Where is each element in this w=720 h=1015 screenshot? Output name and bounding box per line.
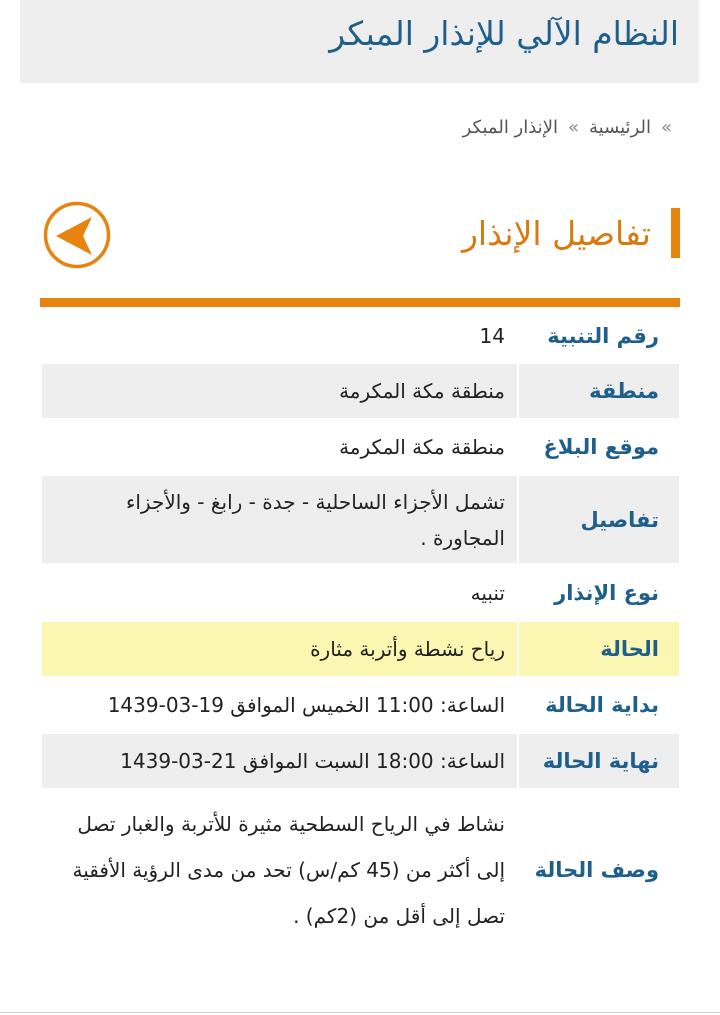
table-row-status-end (42, 734, 679, 788)
chevron-double-icon: » (567, 116, 579, 138)
table-row-report-location (42, 420, 679, 474)
row-value: منطقة مكة المكرمة (339, 435, 505, 459)
row-label: منطقة (519, 364, 679, 418)
back-button[interactable] (43, 201, 111, 269)
row-value: الساعة: 11:00 الخميس الموافق 19-03-1439 (107, 693, 505, 717)
row-label: نهاية الحالة (519, 734, 679, 788)
row-value: رياح نشطة وأتربة مثارة (42, 622, 517, 676)
row-value: 14 (479, 324, 505, 348)
row-label: وصف الحالة (534, 858, 659, 882)
table-row-region (42, 364, 679, 418)
section-divider (40, 298, 680, 307)
row-label: رقم التنبية (547, 324, 659, 348)
breadcrumb-home-link[interactable]: الرئيسية (588, 116, 651, 138)
row-label: تفاصيل (519, 476, 679, 563)
table-row-description (42, 790, 679, 950)
table-row-status (42, 622, 679, 676)
table-row-details (42, 476, 679, 563)
row-label: بداية الحالة (545, 693, 659, 717)
row-label: موقع البلاغ (543, 435, 659, 459)
row-value: تنبيه (470, 580, 505, 605)
row-label: الحالة (519, 622, 679, 676)
row-label: نوع الإنذار (554, 580, 659, 605)
chevron-double-icon: » (660, 116, 672, 138)
row-value: تشمل الأجزاء الساحلية - جدة - رابغ - والأجزاء المجاورة . (42, 476, 517, 563)
bottom-border (0, 1012, 720, 1013)
table-row-warning-type (42, 565, 679, 620)
breadcrumb (463, 112, 672, 142)
alert-details-table (42, 310, 679, 952)
breadcrumb-current-link[interactable]: الإنذار المبكر (462, 116, 558, 138)
page-title: تفاصيل الإنذار (462, 213, 651, 253)
app-title: النظام الآلي للإنذار المبكر (329, 14, 679, 53)
section-heading (462, 208, 680, 258)
heading-accent-bar (671, 208, 680, 258)
row-value: نشاط في الرياح السطحية مثيرة للأتربة والغبار تصل إلى أكثر من (45 كم/س) تحد من مدى الرؤية الأفقية تصل إلى أقل من (2كم) . (72, 812, 505, 928)
table-row-status-start (42, 678, 679, 732)
back-arrow-icon (43, 201, 111, 269)
row-value: منطقة مكة المكرمة (42, 364, 517, 418)
app-header (20, 0, 699, 83)
table-row-alert-number (42, 310, 679, 362)
row-value: الساعة: 18:00 السبت الموافق 21-03-1439 (42, 734, 517, 788)
